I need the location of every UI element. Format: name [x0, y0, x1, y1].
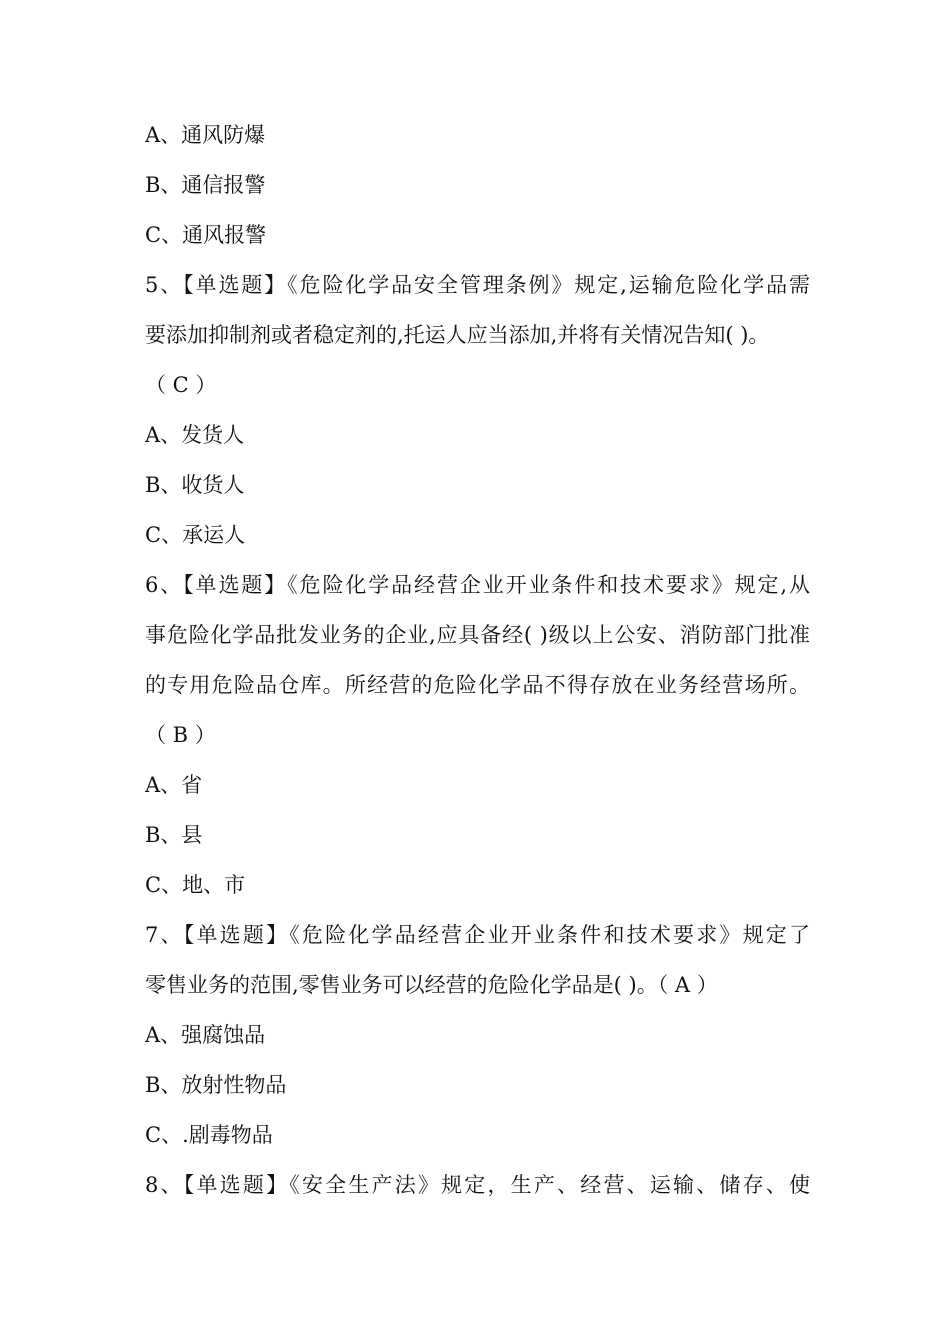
answer-6: （ B ）: [145, 723, 216, 747]
option-c-q6: C、地、市: [145, 873, 246, 897]
question-6-line-3: 的专用危险品仓库。所经营的危险化学品不得存放在业务经营场所。: [145, 673, 810, 697]
question-8-line-1: 8、【单选题】《安全生产法》规定，生产、经营、运输、储存、使: [145, 1173, 810, 1197]
option-a-q7: A、强腐蚀品: [145, 1023, 266, 1047]
option-c-q4: C、通风报警: [145, 223, 267, 247]
question-7-line-2: 零售业务的范围,零售业务可以经营的危险化学品是( )。（ A ）: [145, 973, 718, 997]
question-5-line-1: 5、【单选题】《危险化学品安全管理条例》规定,运输危险化学品需: [145, 273, 810, 297]
answer-5: （ C ）: [145, 373, 217, 397]
question-5-line-2: 要添加抑制剂或者稳定剂的,托运人应当添加,并将有关情况告知( )。: [145, 323, 770, 347]
option-c-q7: C、.剧毒物品: [145, 1123, 273, 1147]
option-a-q6: A、省: [145, 773, 203, 797]
question-7-line-1: 7、【单选题】《危险化学品经营企业开业条件和技术要求》规定了: [145, 923, 810, 947]
question-6-line-1: 6、【单选题】《危险化学品经营企业开业条件和技术要求》规定,从: [145, 573, 810, 597]
option-b-q7: B、放射性物品: [145, 1073, 287, 1097]
option-b-q6: B、县: [145, 823, 203, 847]
option-a-q5: A、发货人: [145, 423, 245, 447]
option-a-q4: A、通风防爆: [145, 123, 266, 147]
question-6-line-2: 事危险化学品批发业务的企业,应具备经( )级以上公安、消防部门批准: [145, 623, 810, 647]
option-c-q5: C、承运人: [145, 523, 246, 547]
option-b-q4: B、通信报警: [145, 173, 266, 197]
option-b-q5: B、收货人: [145, 473, 245, 497]
